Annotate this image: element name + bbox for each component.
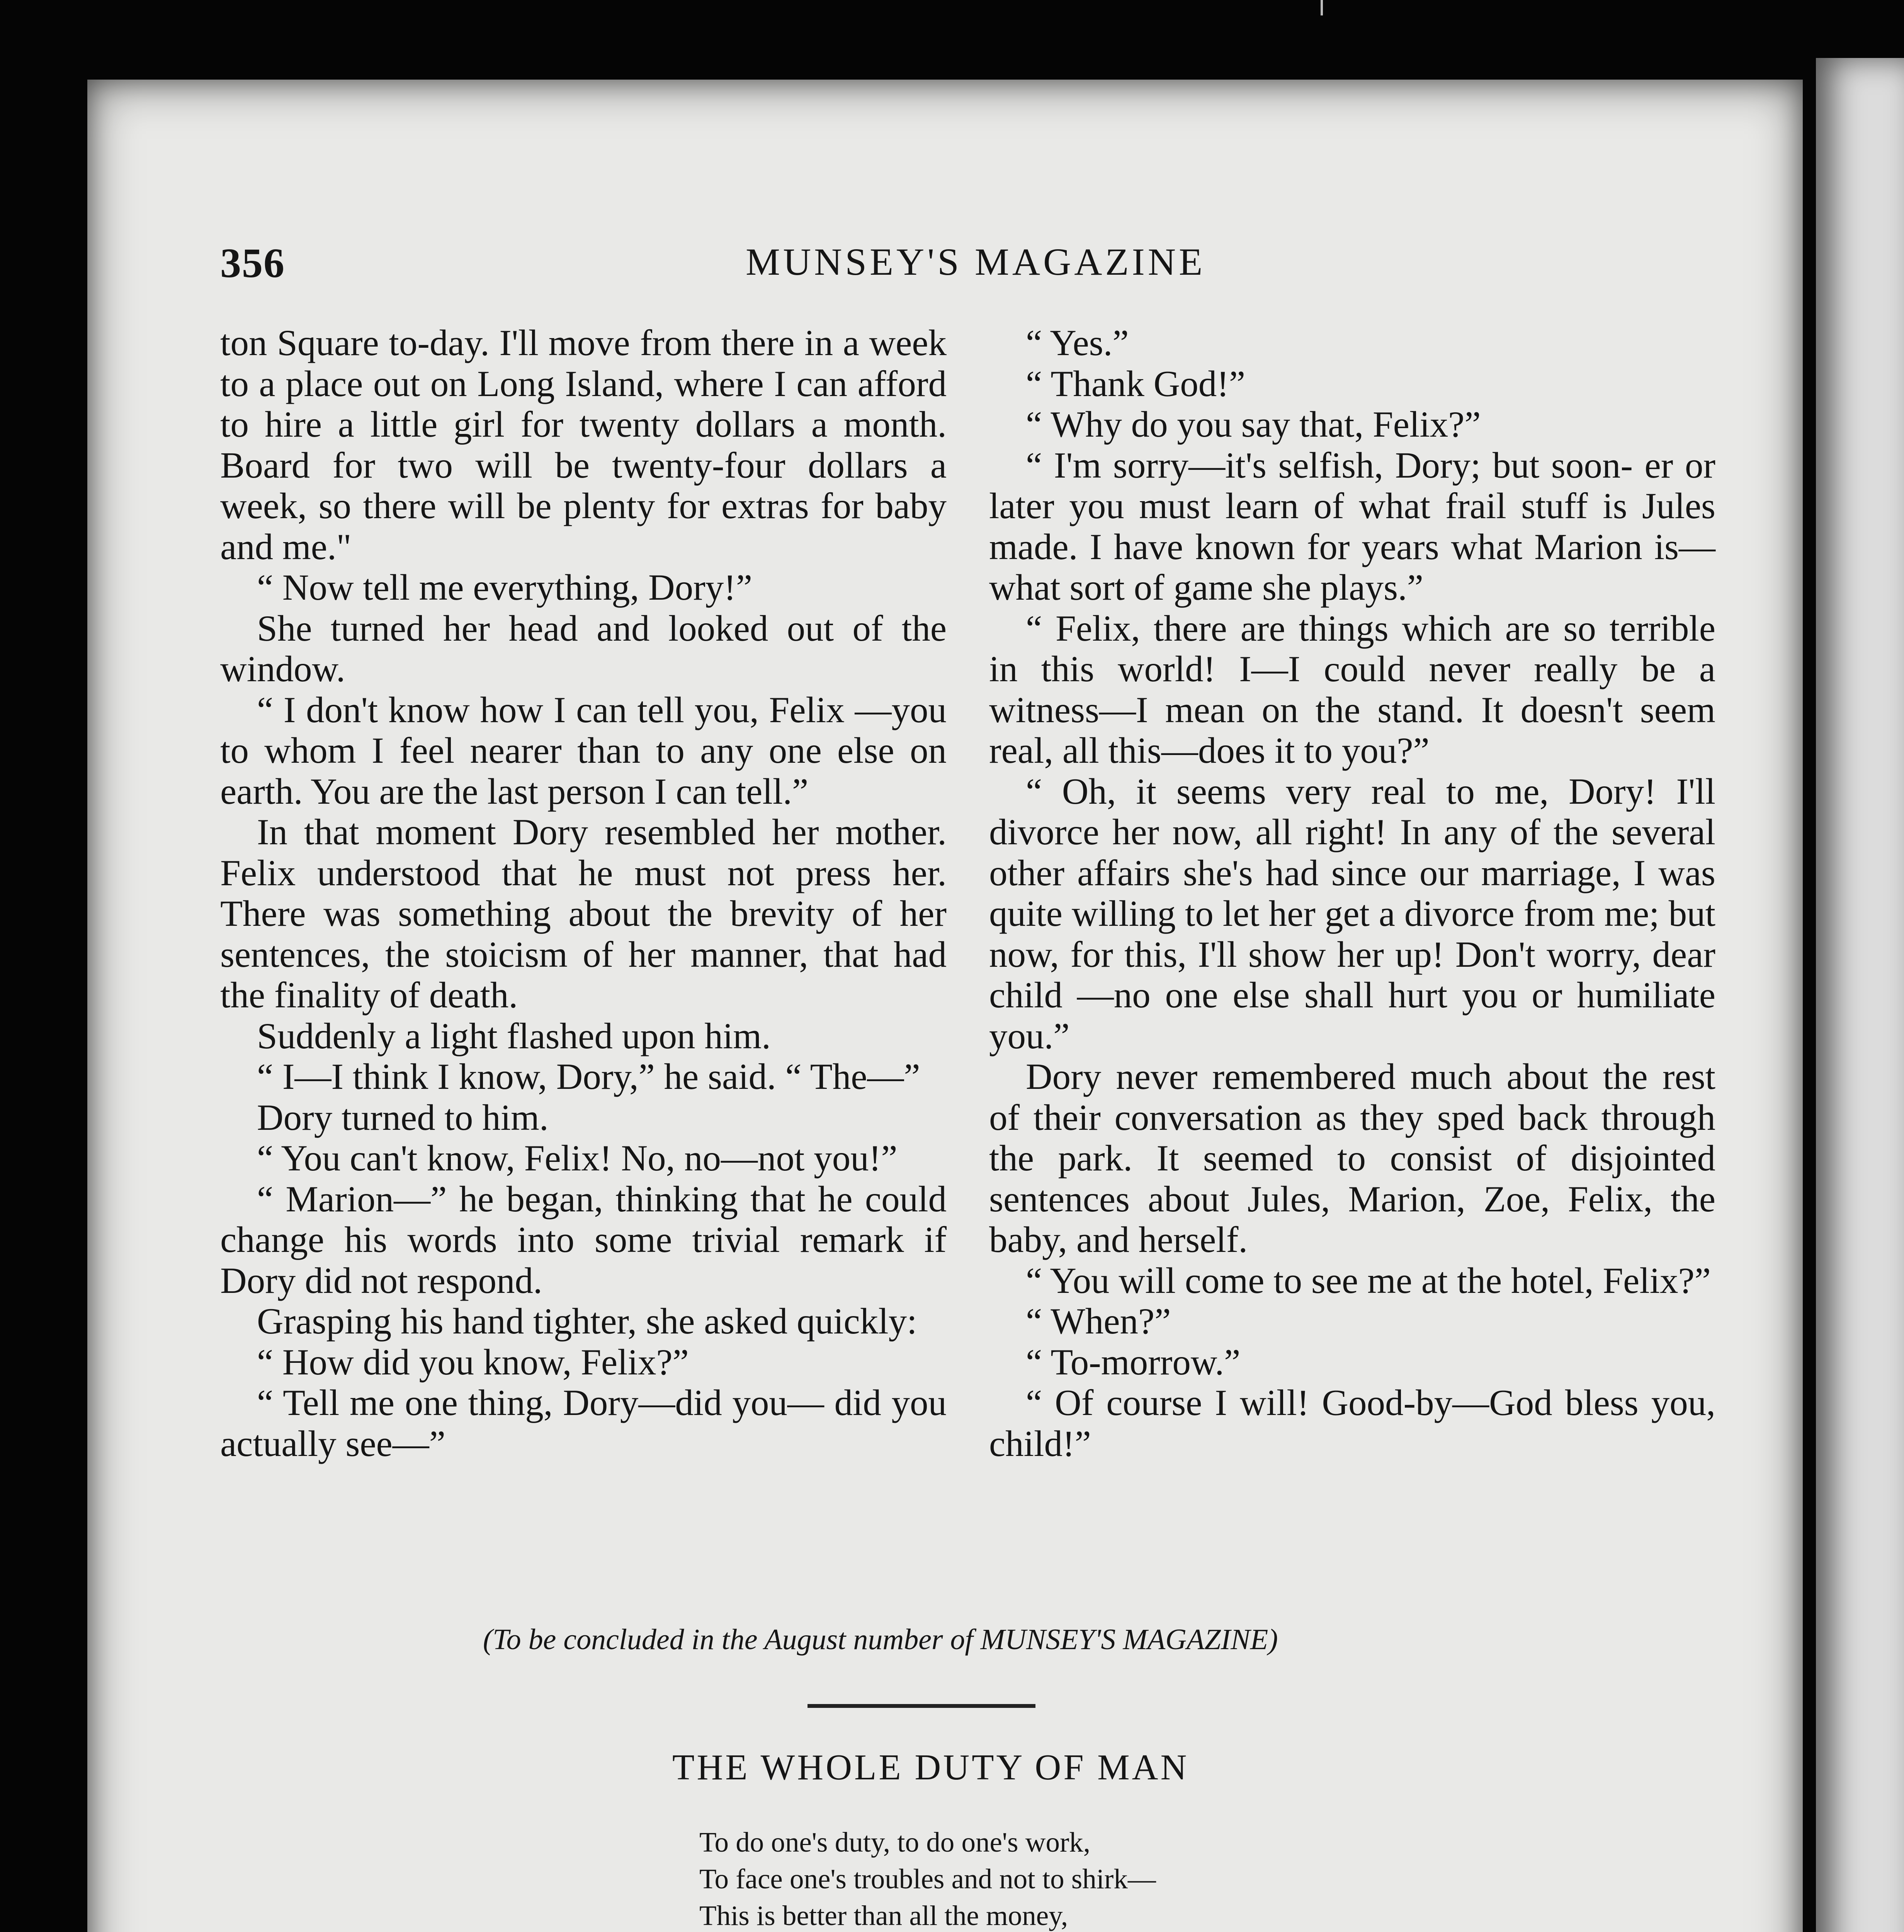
poem-line: To do one's duty, to do one's work, — [699, 1827, 1091, 1858]
paragraph: “ Oh, it seems very real to me, Dory! I'll divorce her now, all right! In any of the several other affairs she's had since our marriage, I was quite willing to let her get a divorce from me; but now, for this, I'll show her up! Don't worry, dear child —no one else shall hurt you or humiliate you.” — [989, 770, 1715, 1056]
paragraph: “ Of course I will! Good-by—God bless you, child!” — [989, 1382, 1715, 1464]
paragraph: “ I'm sorry—it's selfish, Dory; but soon- er or later you must learn of what frail stuff is Jules made. I have known for years what Marion is—what sort of game she plays.” — [989, 444, 1715, 608]
paragraph: “ I—I think I know, Dory,” he said. “ The—” — [257, 1056, 920, 1097]
poem-line: This is better than all the money, — [699, 1900, 1068, 1931]
page-header — [220, 240, 1742, 298]
section-divider — [808, 1704, 1035, 1708]
paragraph: “ Yes.” — [1026, 322, 1129, 363]
paragraph: “ When?” — [1026, 1301, 1171, 1342]
paragraph: “ I don't know how I can tell you, Felix —you to whom I feel nearer than to any one else on earth. You are the last person I can tell.” — [220, 689, 947, 812]
poem-body — [699, 1824, 1164, 1932]
paragraph: “ Now tell me everything, Dory!” — [257, 567, 753, 608]
poem-stanza — [699, 1824, 1164, 1932]
right-text-column — [989, 323, 1715, 1464]
continuation-note: (To be concluded in the August number of MUNSEY'S MAGAZINE) — [483, 1623, 1278, 1656]
paragraph: “ You can't know, Felix! No, no—not you!” — [257, 1138, 898, 1179]
left-text-column — [220, 323, 947, 1464]
paragraph: She turned her head and looked out of the window. — [220, 607, 947, 689]
paragraph: “ Felix, there are things which are so terrible in this world! I—I could never really be a witness—I mean on the stand. It doesn't seem real, all this—does it to you?” — [989, 607, 1715, 771]
paragraph: Grasping his hand tighter, she asked quickly: — [257, 1301, 917, 1342]
paragraph: “ How did you know, Felix?” — [257, 1341, 689, 1383]
paragraph: ton Square to-day. I'll move from there in a week to a place out on Long Island, where I can afford to hire a little girl for twenty dollars a month. Board for two will be twenty-four dollars a week, so there will be plenty for extras for baby and me." — [220, 322, 947, 567]
paragraph: “ Why do you say that, Felix?” — [1026, 404, 1481, 445]
paragraph: “ Thank God!” — [1026, 363, 1246, 404]
page-number: 356 — [220, 240, 285, 286]
paragraph: Dory never remembered much about the rest of their conversation as they sped back through the park. It seemed to consist of disjointed sentences about Jules, Marion, Zoe, Felix, the baby, and herself. — [989, 1056, 1715, 1260]
poem-title: THE WHOLE DUTY OF MAN — [672, 1747, 1189, 1787]
paragraph: “ To-morrow.” — [1026, 1341, 1241, 1383]
poem-line: To face one's troubles and not to shirk— — [699, 1863, 1156, 1895]
paragraph: “ You will come to see me at the hotel, Felix?” — [1026, 1260, 1711, 1301]
paragraph: “ Marion—” he began, thinking that he could change his words into some trivial remark if Dory did not respond. — [220, 1178, 947, 1301]
paragraph: “ Tell me one thing, Dory—did you— did you actually see—” — [220, 1382, 947, 1464]
paragraph: In that moment Dory resembled her mother. Felix understood that he must not press her. There was something about the brevity of her sentences, the stoicism of her manner, that had the finality of death. — [220, 811, 947, 1015]
running-head: MUNSEY'S MAGAZINE — [746, 240, 1206, 283]
facing-page-edge — [1816, 58, 1904, 1932]
scan-mark — [1321, 0, 1323, 15]
paragraph: Dory turned to him. — [257, 1097, 549, 1138]
paragraph: Suddenly a light flashed upon him. — [257, 1015, 771, 1056]
